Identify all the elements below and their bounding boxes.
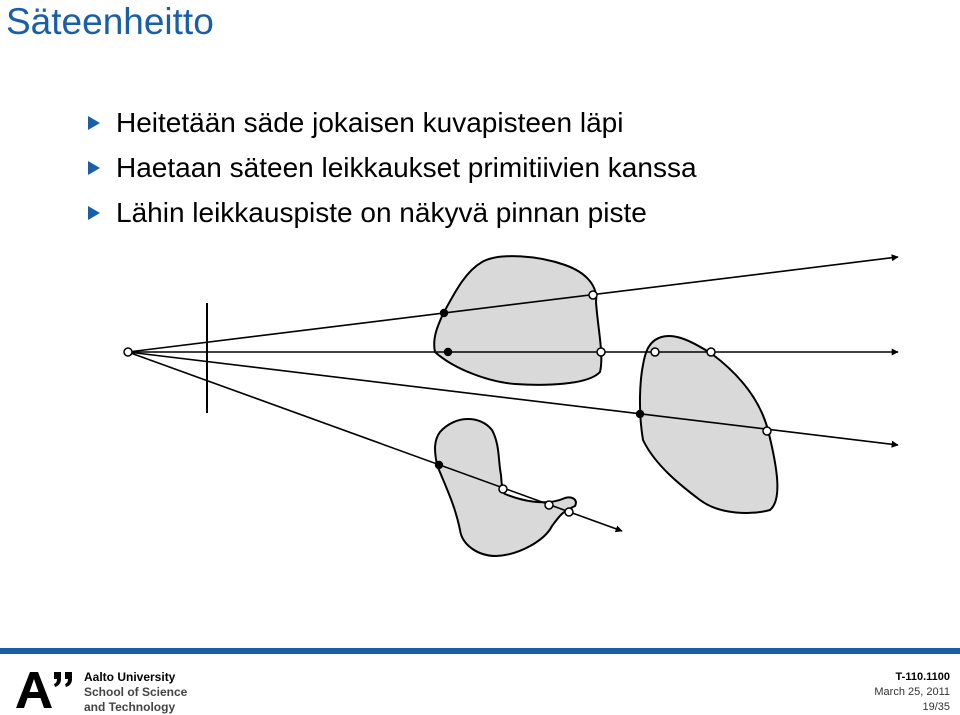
footer-bar: [0, 648, 960, 654]
bullet-text: Lähin leikkauspiste on näkyvä pinnan piste: [116, 196, 647, 228]
bullet-text: Haetaan säteen leikkaukset primitiivien kanssa: [116, 151, 697, 183]
hit-point: [589, 291, 597, 299]
hit-point: [597, 348, 605, 356]
school-name-line2: and Technology: [84, 700, 176, 714]
bullet-text: Heitetään säde jokaisen kuvapisteen läpi: [116, 106, 624, 138]
object-shape-top: [434, 256, 601, 385]
university-name-block: [84, 670, 187, 715]
hit-point: [499, 485, 507, 493]
page-number: 19/35: [922, 701, 950, 713]
nearest-hit-point: [444, 348, 452, 356]
hit-point: [651, 348, 659, 356]
course-code: T-110.1100: [895, 671, 950, 683]
hit-point: [763, 427, 771, 435]
university-name: Aalto University: [84, 670, 176, 684]
aalto-logo-icon: [14, 670, 74, 710]
hit-point: [707, 348, 715, 356]
object-shape-right: [640, 336, 777, 513]
nearest-hit-point: [440, 309, 448, 317]
hit-point: [545, 501, 553, 509]
slide-title: Säteenheitto: [6, 1, 214, 42]
nearest-hit-point: [636, 410, 644, 418]
school-name-line1: School of Science: [84, 685, 188, 699]
eye-point: [124, 348, 132, 356]
hit-point: [565, 508, 573, 516]
slide-date: March 25, 2011: [874, 686, 950, 698]
nearest-hit-point: [435, 461, 443, 469]
slide-meta: [874, 670, 950, 715]
